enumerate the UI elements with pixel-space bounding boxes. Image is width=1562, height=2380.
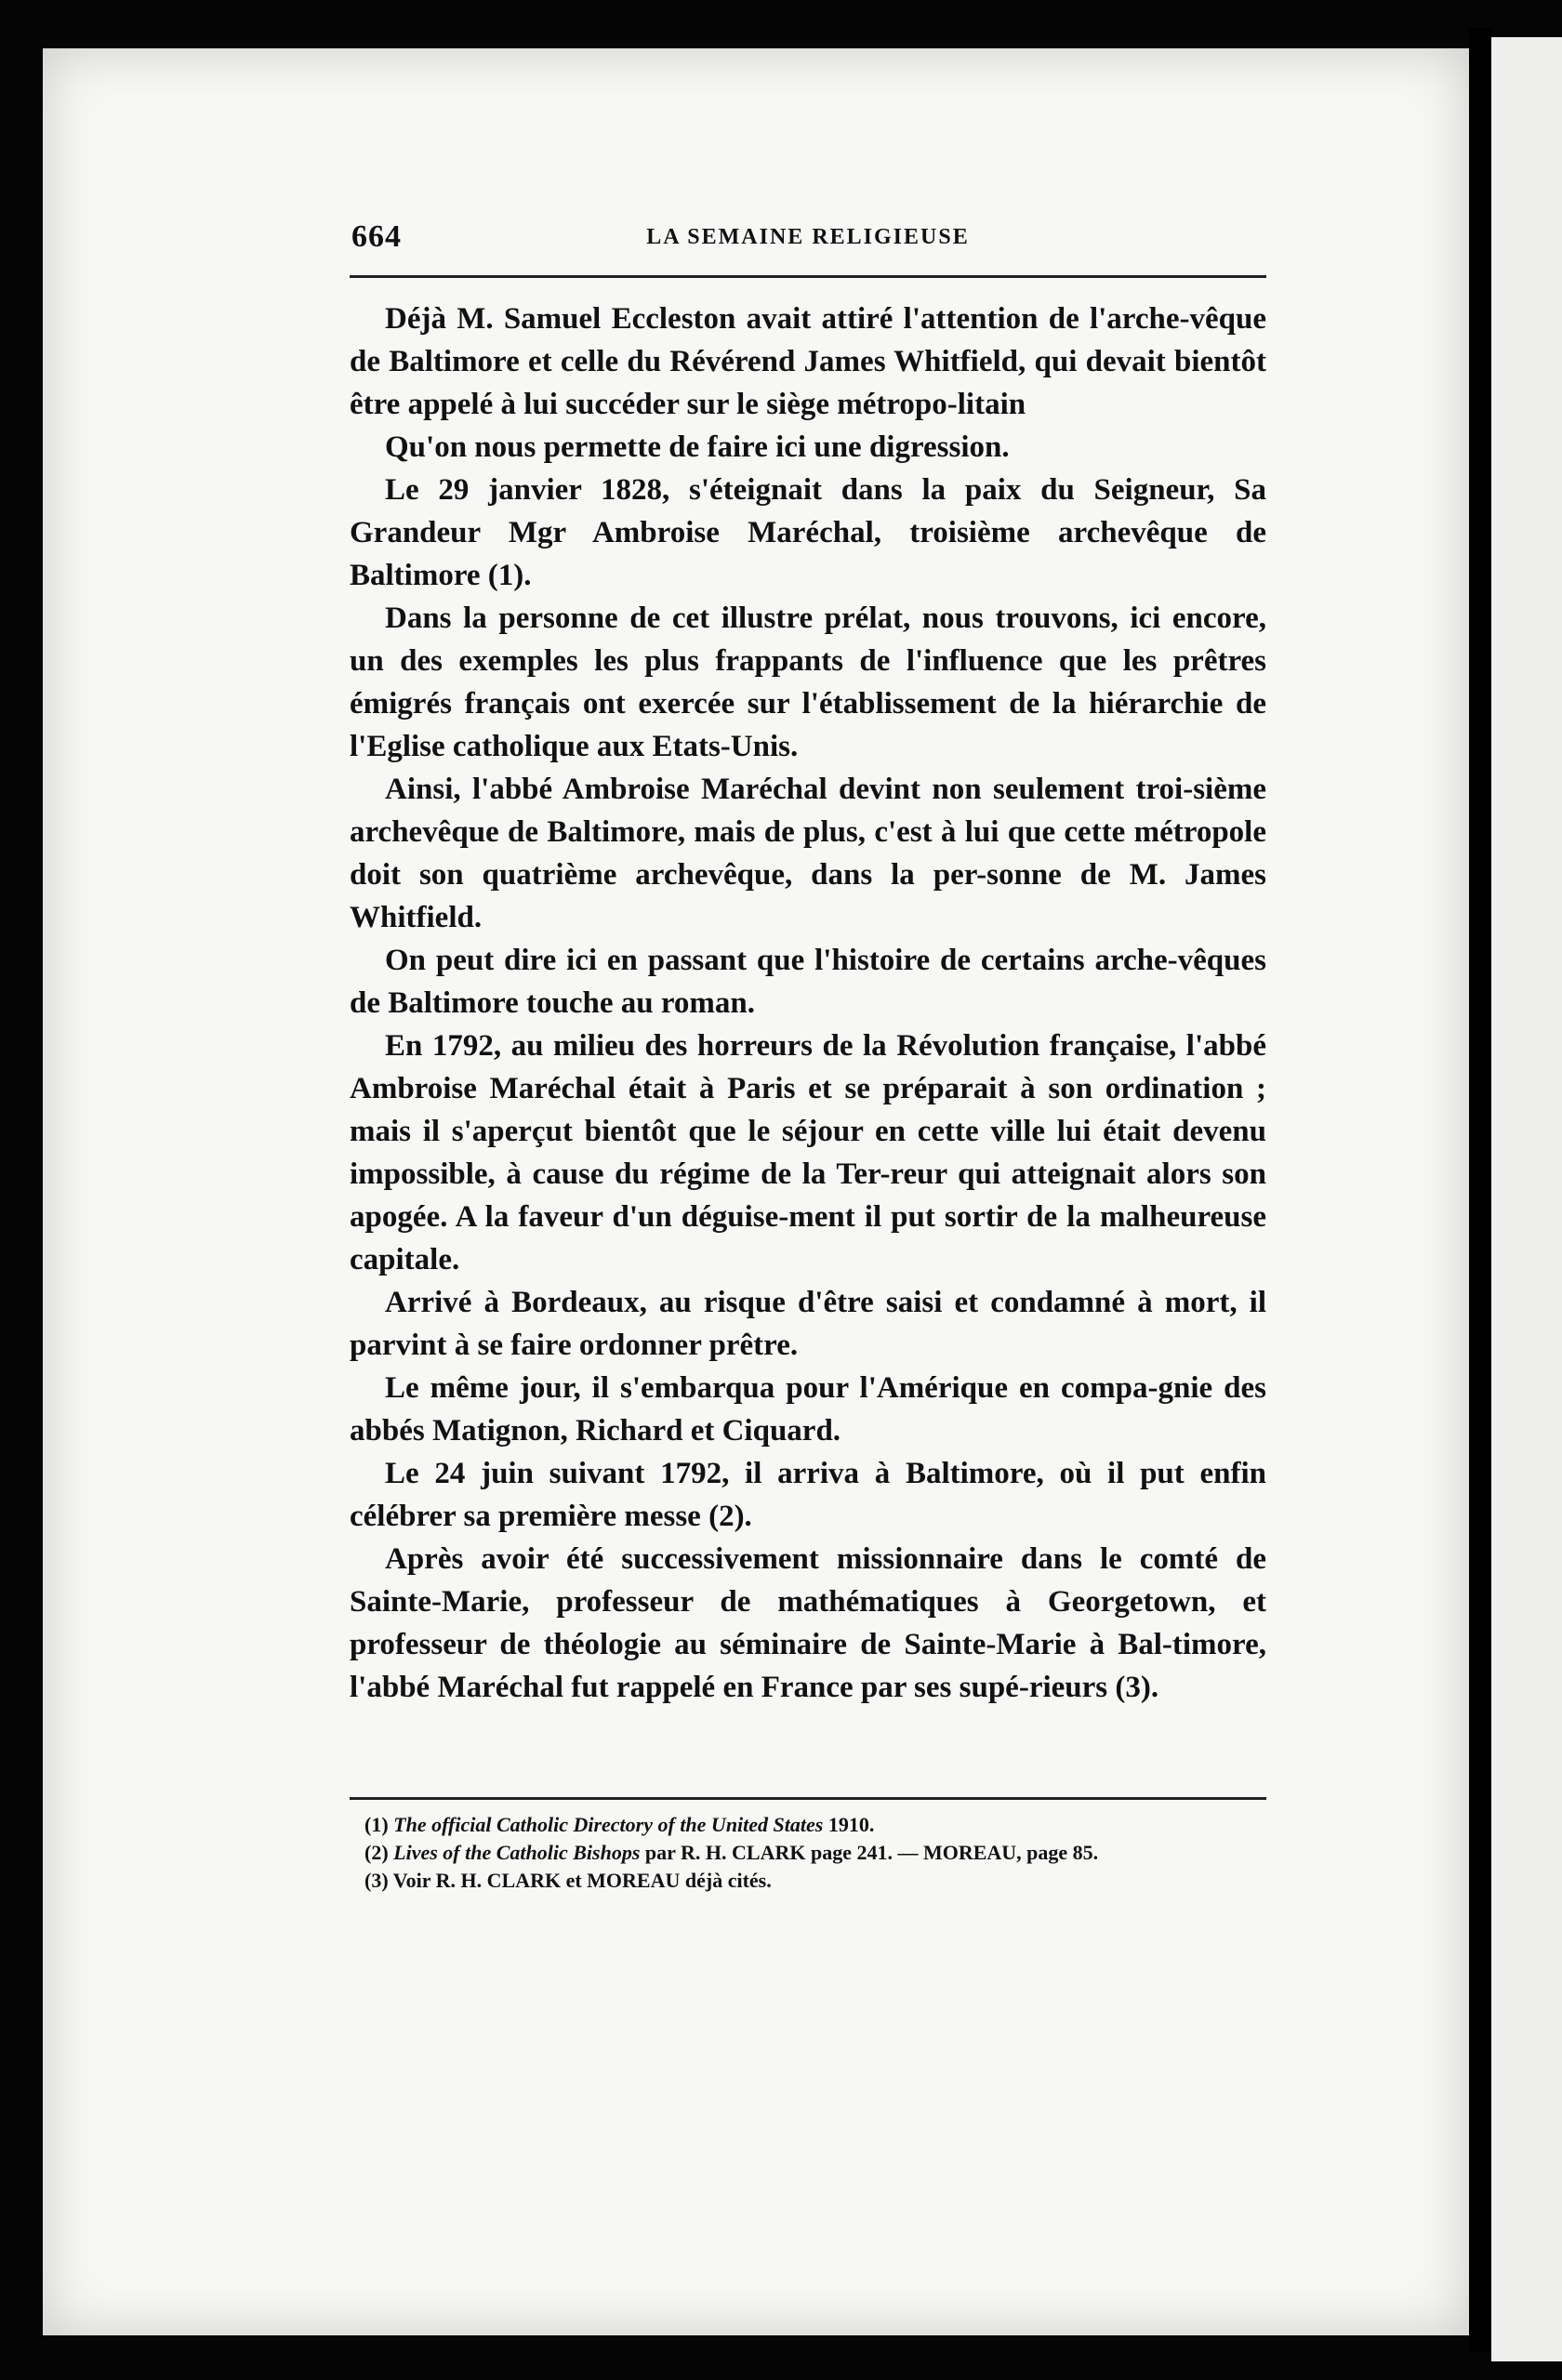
header-rule [350, 275, 1266, 278]
book-gutter [1469, 28, 1491, 2352]
footnote-number: (2) [364, 1841, 389, 1864]
paragraph: Après avoir été successivement missionnaire dans le comté de Sainte-Marie, professeur de mathématiques à Georgetown, et professeur de théologie au séminaire de Sainte-Marie à Bal-timore, l'abbé Maréchal fut rappelé en France par ses supé-rieurs (3). [350, 1542, 1266, 1704]
paragraph: Arrivé à Bordeaux, au risque d'être saisi et condamné à mort, il parvint à se faire ordonner prêtre. [350, 1286, 1266, 1362]
paragraph: Ainsi, l'abbé Ambroise Maréchal devint non seulement troi-sième archevêque de Baltimore, mais de plus, c'est à lui que cette métropole doit son quatrième archevêque, dans la per-sonne de M. James Whitfield. [350, 773, 1266, 934]
footnote-number: (1) [364, 1813, 389, 1836]
body-text [350, 298, 1266, 1709]
footnote [350, 1839, 1266, 1867]
footnote-text: Voir R. H. CLARK et MOREAU déjà cités. [392, 1869, 772, 1892]
paragraph: Dans la personne de cet illustre prélat, nous trouvons, ici encore, un des exemples les plus frappants de l'influence que les prêtres émigrés français ont exercée sur l'établissement de la hiérarchie de l'Eglise catholique aux Etats-Unis. [350, 602, 1266, 763]
page-header [350, 219, 1266, 275]
footnote [350, 1811, 1266, 1839]
paragraph: Le 24 juin suivant 1792, il arriva à Baltimore, où il put enfin célébrer sa première messe (2). [350, 1457, 1266, 1533]
paragraph: En 1792, au milieu des horreurs de la Révolution française, l'abbé Ambroise Maréchal était à Paris et se préparait à son ordination ; mais il s'aperçut bientôt que le séjour en cette ville lui était devenu impossible, à cause du régime de la Ter-reur qui atteignait alors son apogée. A la faveur d'un déguise-ment il put sortir de la malheureuse capitale. [350, 1029, 1266, 1276]
footnote-text: par R. H. CLARK page 241. — MOREAU, page 85. [640, 1841, 1099, 1864]
running-title: LA SEMAINE RELIGIEUSE [646, 225, 970, 249]
paragraph: Déjà M. Samuel Eccleston avait attiré l'attention de l'arche-vêque de Baltimore et celle du Révérend James Whitfield, qui devait bientôt être appelé à lui succéder sur le siège métropo-litain [350, 302, 1266, 421]
paragraph: Le même jour, il s'embarqua pour l'Amérique en compa-gnie des abbés Matignon, Richard et Ciquard. [350, 1371, 1266, 1448]
footnote [350, 1867, 1266, 1895]
adjacent-page-edge [1491, 37, 1562, 2361]
footnote-text: 1910. [823, 1813, 875, 1836]
footnote-rule [350, 1797, 1266, 1800]
footnote-title: Lives of the Catholic Bishops [393, 1841, 641, 1864]
paragraph: Le 29 janvier 1828, s'éteignait dans la paix du Seigneur, Sa Grandeur Mgr Ambroise Maréchal, troisième archevêque de Baltimore (1). [350, 473, 1266, 592]
footnotes [350, 1811, 1266, 1895]
page-content [350, 219, 1266, 1892]
paragraph: Qu'on nous permette de faire ici une digression. [385, 430, 1010, 464]
footnote-number: (3) [364, 1869, 389, 1892]
footnote-title: The official Catholic Directory of the United States [393, 1813, 824, 1836]
page-number: 664 [351, 219, 402, 254]
paragraph: On peut dire ici en passant que l'histoire de certains arche-vêques de Baltimore touche au roman. [350, 944, 1266, 1020]
